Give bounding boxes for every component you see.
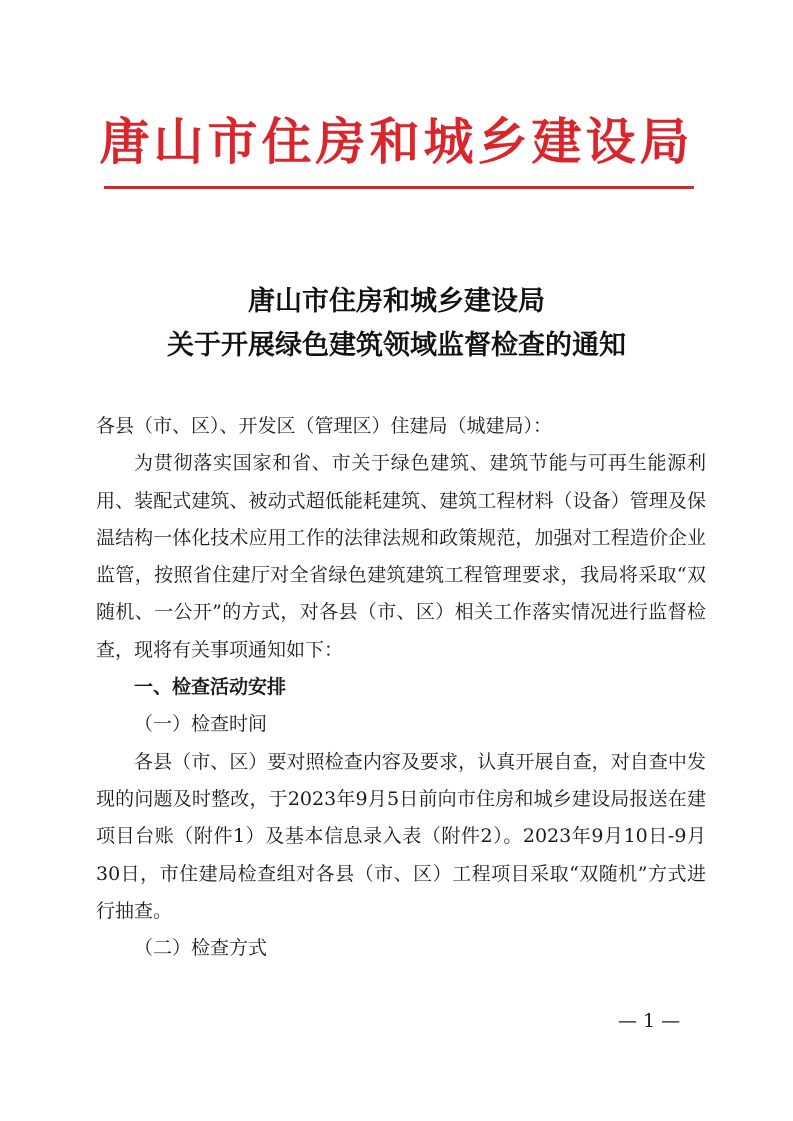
section-1-heading: 一、检查活动安排 bbox=[134, 676, 287, 699]
section-1-sub-2-heading: （二）检查方式 bbox=[134, 937, 268, 960]
document-body bbox=[96, 408, 706, 967]
section-1-sub-1-heading: （一）检查时间 bbox=[134, 713, 268, 736]
intro-paragraph: 为贯彻落实国家和省、市关于绿色建筑、建筑节能与可再生能源利用、装配式建筑、被动式超低能耗建筑、建筑工程材料（设备）管理及保温结构一体化技术应用工作的法律法规和政策规范，加强对工程造价企业监管，按照省住建厅对全省绿色建筑建筑工程管理要求，我局将采取“双随机、一公开”的方式，对各县（市、区）相关工作落实情况进行监督检查，现将有关事项通知如下： bbox=[96, 452, 706, 661]
document-title-line-1: 唐山市住房和城乡建设局 bbox=[248, 286, 545, 317]
page-number: — 1 — bbox=[618, 1010, 681, 1032]
document-title-line-2: 关于开展绿色建筑领域监督检查的通知 bbox=[167, 330, 626, 361]
letterhead-org-name: 唐山市住房和城乡建设局 bbox=[99, 112, 694, 171]
letterhead-red-rule bbox=[104, 186, 694, 189]
section-1-sub-1-body: 各县（市、区）要对照检查内容及要求，认真开展自查，对自查中发现的问题及时整改，于2023年9月5日前向市住房和城乡建设局报送在建项目台账（附件1）及基本信息录入表（附件2）。2023年9月10日-9月30日，市住建局检查组对各县（市、区）工程项目采取“双随机”方式进行抽查。 bbox=[96, 750, 706, 922]
salutation: 各县（市、区）、开发区（管理区）住建局（城建局）： bbox=[96, 415, 553, 437]
